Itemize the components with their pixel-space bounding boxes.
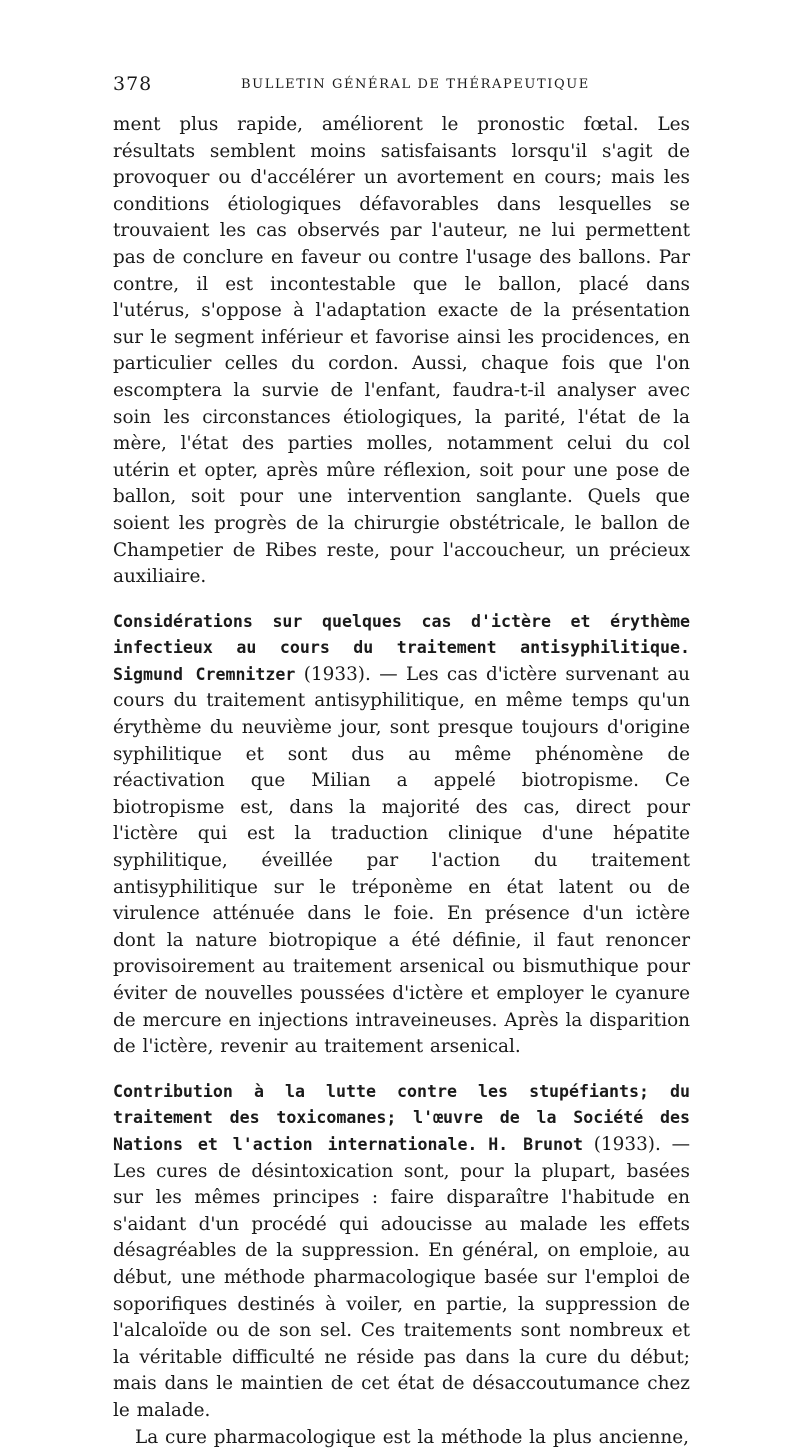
- page-header: [113, 73, 688, 97]
- entry-text: — Les cures de désintoxication sont, pour la plupart, basées sur les mêmes principes : faire disparaître l'habitude en s'aidant d'un procédé qui adoucisse au malade les effets désagréables de la suppression. En général, on emploie, au début, une méthode pharmacologique basée sur l'emploi de soporifiques destinés à voiler, en partie, la suppression de l'alcaloïde ou de son sel. Ces traitements sont nombreux et la véritable difficulté ne réside pas dans la cure du début; mais dans le maintien de cet état de désaccoutumance chez le malade.: [113, 1134, 690, 1421]
- page-number: 378: [113, 73, 152, 95]
- entry-title: Considérations sur quelques cas d'ictère et érythème infectieux au cours du traitement antisyphilitique.: [113, 612, 690, 658]
- entry-title: Contribution à la lutte contre les stupéfiants; du traitement des toxicomanes; l'œuvre de la Société des Nations et l'action internationale.: [113, 1082, 690, 1154]
- entry-author: Sigmund Cremnitzer: [113, 665, 295, 684]
- entry-year: (1933).: [594, 1134, 661, 1155]
- running-title: BULLETIN GÉNÉRAL DE THÉRAPEUTIQUE: [241, 77, 590, 92]
- next-paragraph-start: La cure pharmacologique est la méthode la plus ancienne,: [113, 1425, 690, 1451]
- continuation-paragraph: ment plus rapide, améliorent le pronostic fœtal. Les résultats semblent moins satisfaisants lorsqu'il s'agit de provoquer ou d'accélérer un avortement en cours; mais les conditions étiologiques défavorables dans lesquelles se trouvaient les cas observés par l'auteur, ne lui permettent pas de conclure en faveur ou contre l'usage des ballons. Par contre, il est incontestable que le ballon, placé dans l'utérus, s'oppose à l'adaptation exacte de la présentation sur le segment inférieur et favorise ainsi les procidences, en particulier celles du cordon. Aussi, chaque fois que l'on escomptera la survie de l'enfant, faudra-t-il analyser avec soin les circonstances étiologiques, la parité, l'état de la mère, l'état des parties molles, notamment celui du col utérin et opter, après mûre réflexion, soit pour une pose de ballon, soit pour une intervention sanglante. Quels que soient les progrès de la chirurgie obstétricale, le ballon de Champetier de Ribes reste, pour l'accoucheur, un précieux auxiliaire.: [113, 112, 690, 591]
- abstract-entry-1: [113, 609, 690, 1061]
- entry-author: H. Brunot: [488, 1135, 583, 1154]
- entry-text: — Les cas d'ictère survenant au cours du traitement antisyphilitique, en même temps qu'un érythème du neuvième jour, sont presque toujours d'origine syphilitique et sont dus au même phénomène de réactivation que Milian a appelé biotropisme. Ce biotropisme est, dans la majorité des cas, direct pour l'ictère qui est la traduction clinique d'une hépatite syphilitique, éveillée par l'action du traitement antisyphilitique sur le tréponème en état latent ou de virulence atténuée dans le foie. En présence d'un ictère dont la nature biotropique a été définie, il faut renoncer provisoirement au traitement arsenical ou bismuthique pour éviter de nouvelles poussées d'ictère et employer le cyanure de mercure en injections intraveineuses. Après la disparition de l'ictère, revenir au traitement arsenical.: [113, 664, 690, 1057]
- page-body: [113, 112, 690, 1451]
- abstract-entry-2: [113, 1079, 690, 1425]
- entry-year: (1933).: [304, 664, 371, 685]
